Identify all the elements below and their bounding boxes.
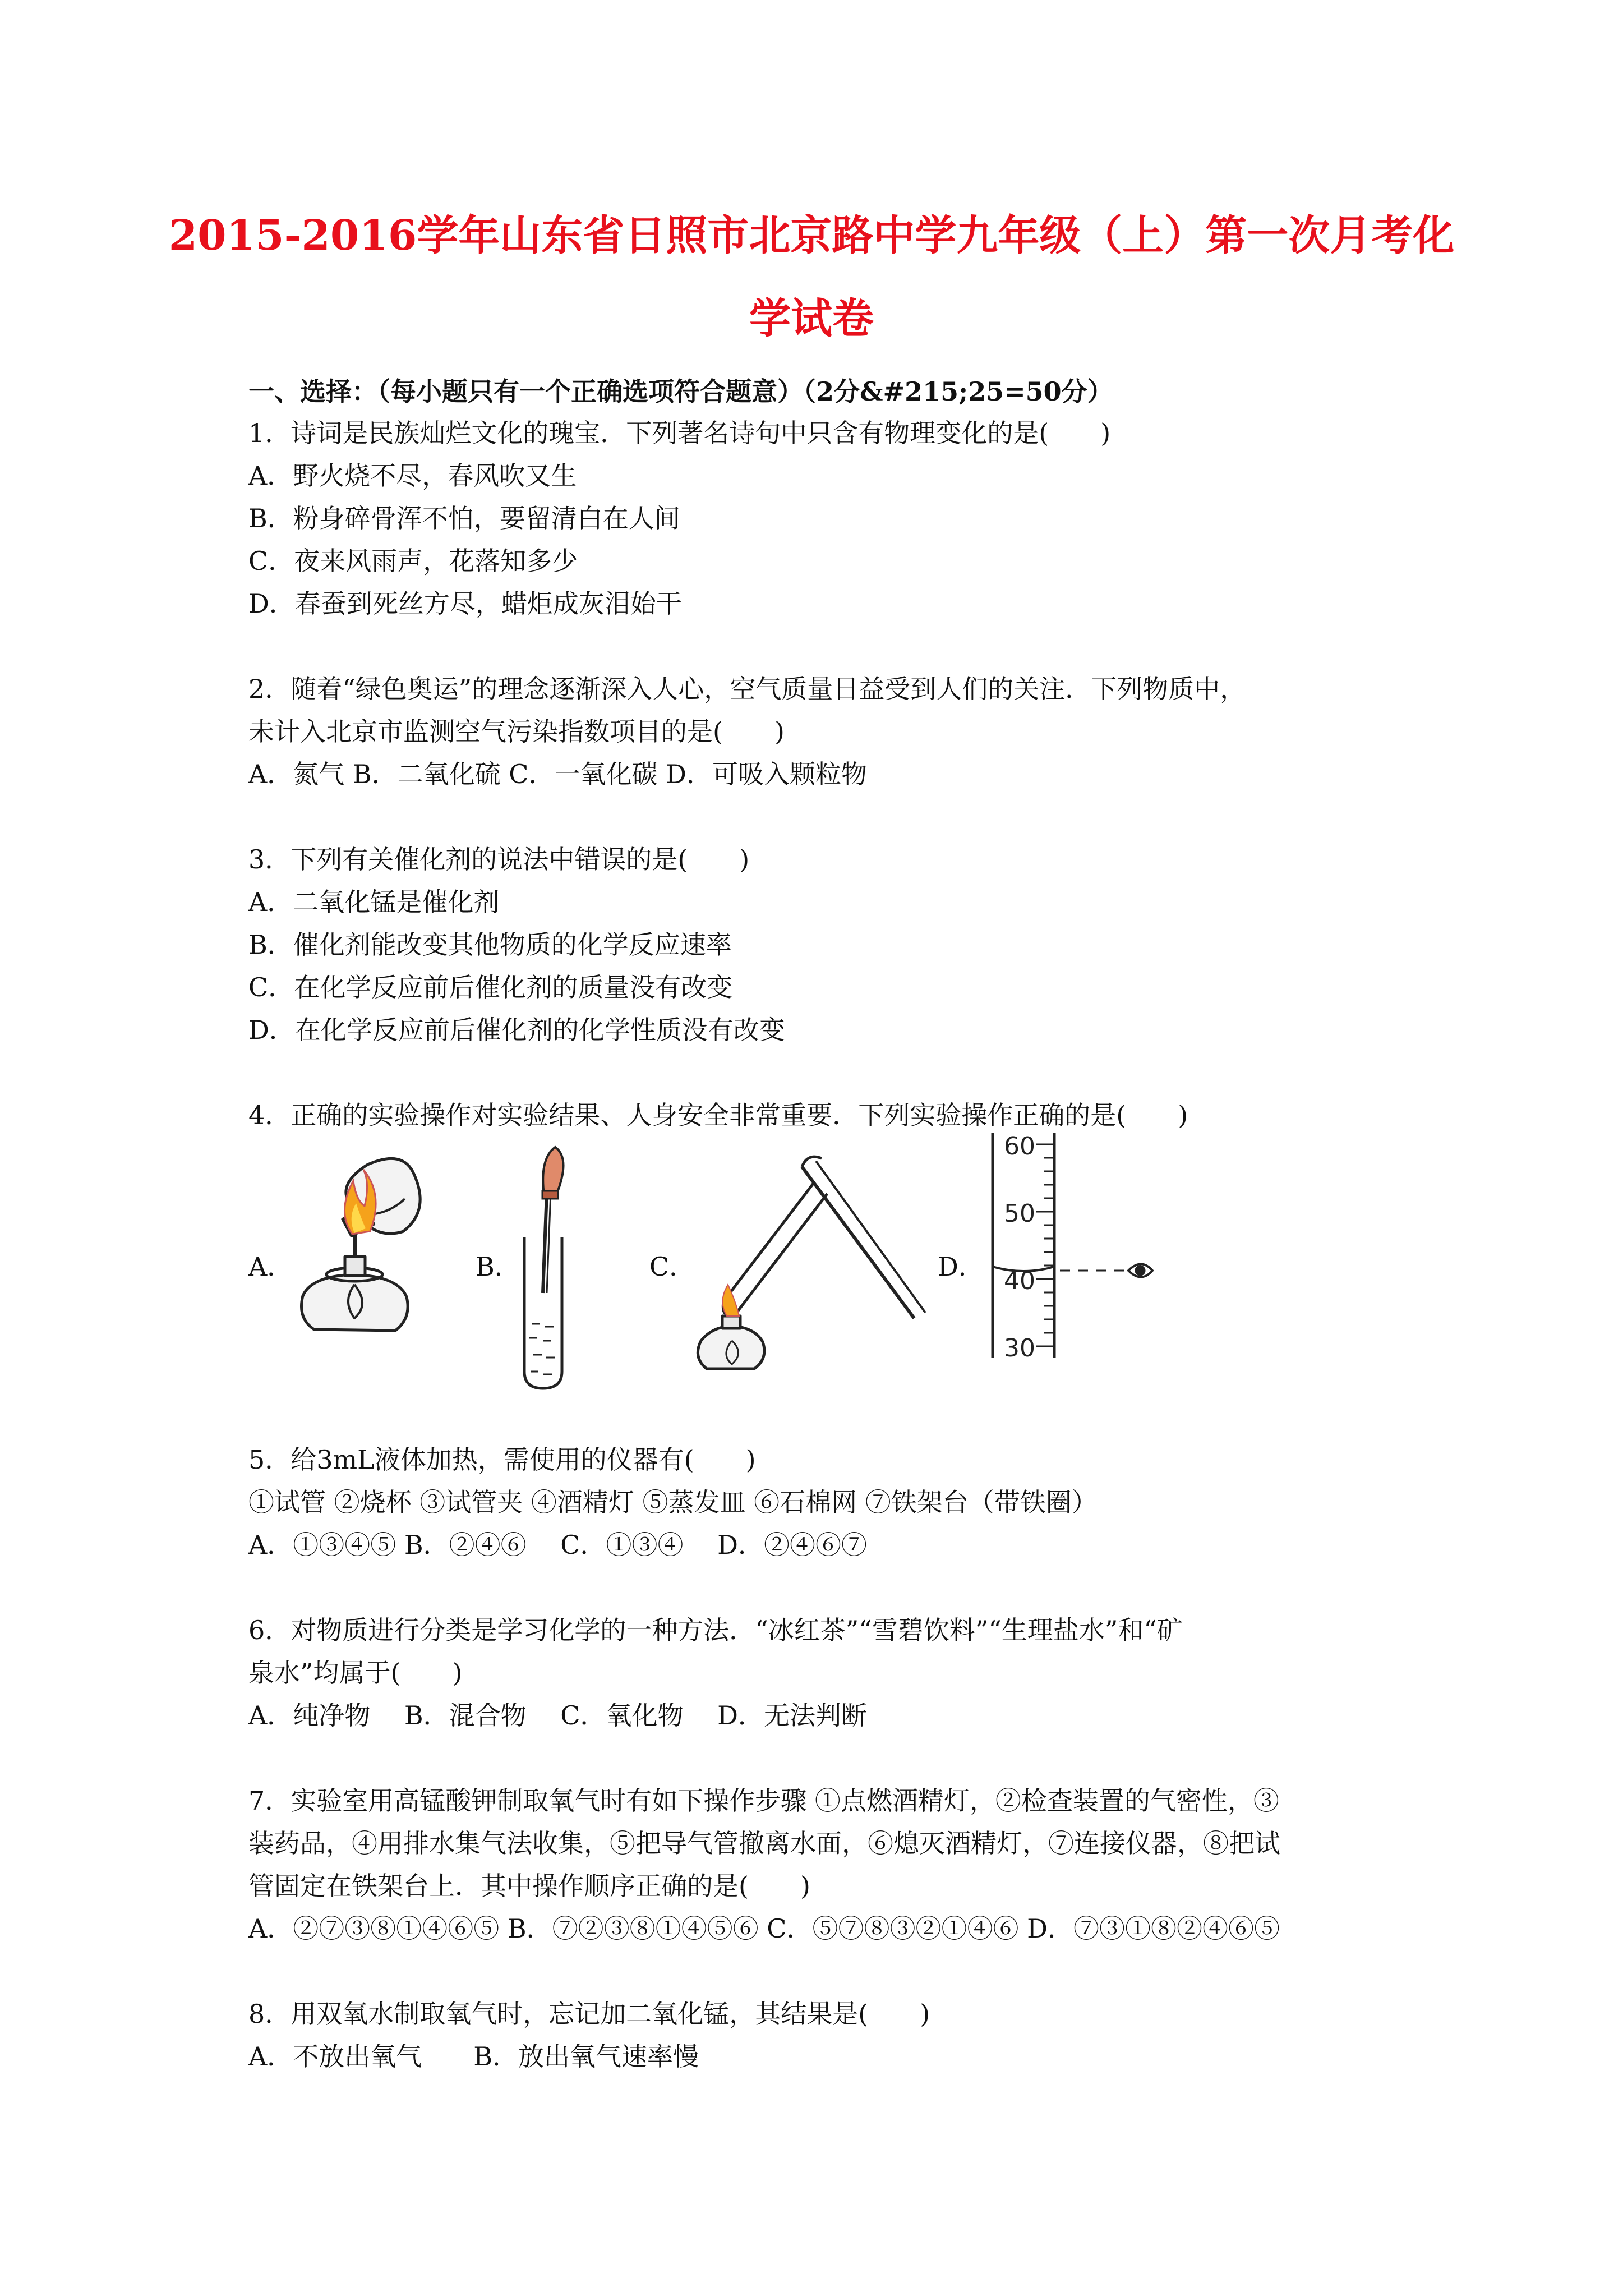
alcohol-lamp-lighting-figure [292,1150,460,1358]
cylinder-tick-30: 30 [1004,1334,1035,1363]
q5-stem: 5．给3mL液体加热，需使用的仪器有( ) [248,1444,756,1475]
q5-items: ①试管 ②烧杯 ③试管夹 ④酒精灯 ⑤蒸发皿 ⑥石棉网 ⑦铁架台（带铁圈） [248,1487,1098,1517]
q4-label-c: C． [649,1251,695,1282]
q7-stem-line-3: 管固定在铁架台上．其中操作顺序正确的是( ) [248,1871,810,1901]
q1-option-b: B．粉身碎骨浑不怕，要留清白在人间 [248,503,680,533]
q3-option-b: B．催化剂能改变其他物质的化学反应速率 [248,930,732,960]
q3-stem: 3．下列有关催化剂的说法中错误的是( ) [248,844,750,875]
q5-options: A．①③④⑤ B．②④⑥ C．①③④ D．②④⑥⑦ [248,1530,867,1560]
q1-stem: 1．诗词是民族灿烂文化的瑰宝．下列著名诗句中只含有物理变化的是( ) [248,418,1111,448]
q1-option-c: C．夜来风雨声，花落知多少 [248,546,578,576]
q8-options: A．不放出氧气 B．放出氧气速率慢 [248,2041,699,2072]
graduated-cylinder-reading-figure [981,1122,1172,1363]
q6-stem-line-2: 泉水”均属于( ) [248,1658,463,1688]
q4-label-b: B． [476,1251,520,1282]
q3-option-c: C．在化学反应前后催化剂的质量没有改变 [248,972,733,1002]
q2-stem-line-2: 未计入北京市监测空气污染指数项目的是( ) [248,716,785,747]
q7-options: A．②⑦③⑧①④⑥⑤ B．⑦②③⑧①④⑤⑥ C．⑤⑦⑧③②①④⑥ D．⑦③①⑧②④⑥⑤ [248,1913,1280,1944]
q1-option-a: A．野火烧不尽，春风吹又生 [248,461,577,491]
cylinder-tick-50: 50 [1004,1199,1035,1228]
q8-stem: 8．用双氧水制取氧气时，忘记加二氧化锰，其结果是( ) [248,1999,930,2029]
q7-stem-line-1: 7．实验室用高锰酸钾制取氧气时有如下操作步骤 ①点燃酒精灯，②检查装置的气密性，③ [248,1786,1279,1816]
cylinder-tick-60: 60 [1004,1132,1035,1161]
section-heading: 一、选择：（每小题只有一个正确选项符合题意）（2分&#215;25=50分） [248,376,1113,407]
q6-stem-line-1: 6．对物质进行分类是学习化学的一种方法．“冰红茶”“雪碧饮料”“生理盐水”和“矿 [248,1615,1183,1645]
q3-option-d: D．在化学反应前后催化剂的化学性质没有改变 [248,1015,785,1045]
q4-label-a: A． [248,1251,293,1282]
q2-options: A．氮气 B．二氧化硫 C．一氧化碳 D．可吸入颗粒物 [248,759,867,789]
cylinder-tick-40: 40 [1004,1267,1035,1295]
exam-title-line-1: 2015-2016学年山东省日照市北京路中学九年级（上）第一次月考化 [168,211,1455,260]
q2-stem-line-1: 2．随着“绿色奥运”的理念逐渐深入人心，空气质量日益受到人们的关注．下列物质中， [248,674,1246,704]
test-tube-heating-figure [690,1133,931,1380]
q1-option-d: D．春蚕到死丝方尽，蜡炬成灰泪始干 [248,588,682,619]
q4-stem: 4．正确的实验操作对实验结果、人身安全非常重要．下列实验操作正确的是( ) [248,1100,1188,1130]
q3-option-a: A．二氧化锰是催化剂 [248,887,500,917]
q6-options: A．纯净物 B．混合物 C．氧化物 D．无法判断 [248,1700,867,1731]
dropper-test-tube-figure [516,1136,583,1394]
q7-stem-line-2: 装药品，④用排水集气法收集，⑤把导气管撤离水面，⑥熄灭酒精灯，⑦连接仪器，⑧把试 [248,1828,1280,1858]
q4-label-d: D． [938,1251,984,1282]
exam-title-line-2: 学试卷 [749,295,874,343]
